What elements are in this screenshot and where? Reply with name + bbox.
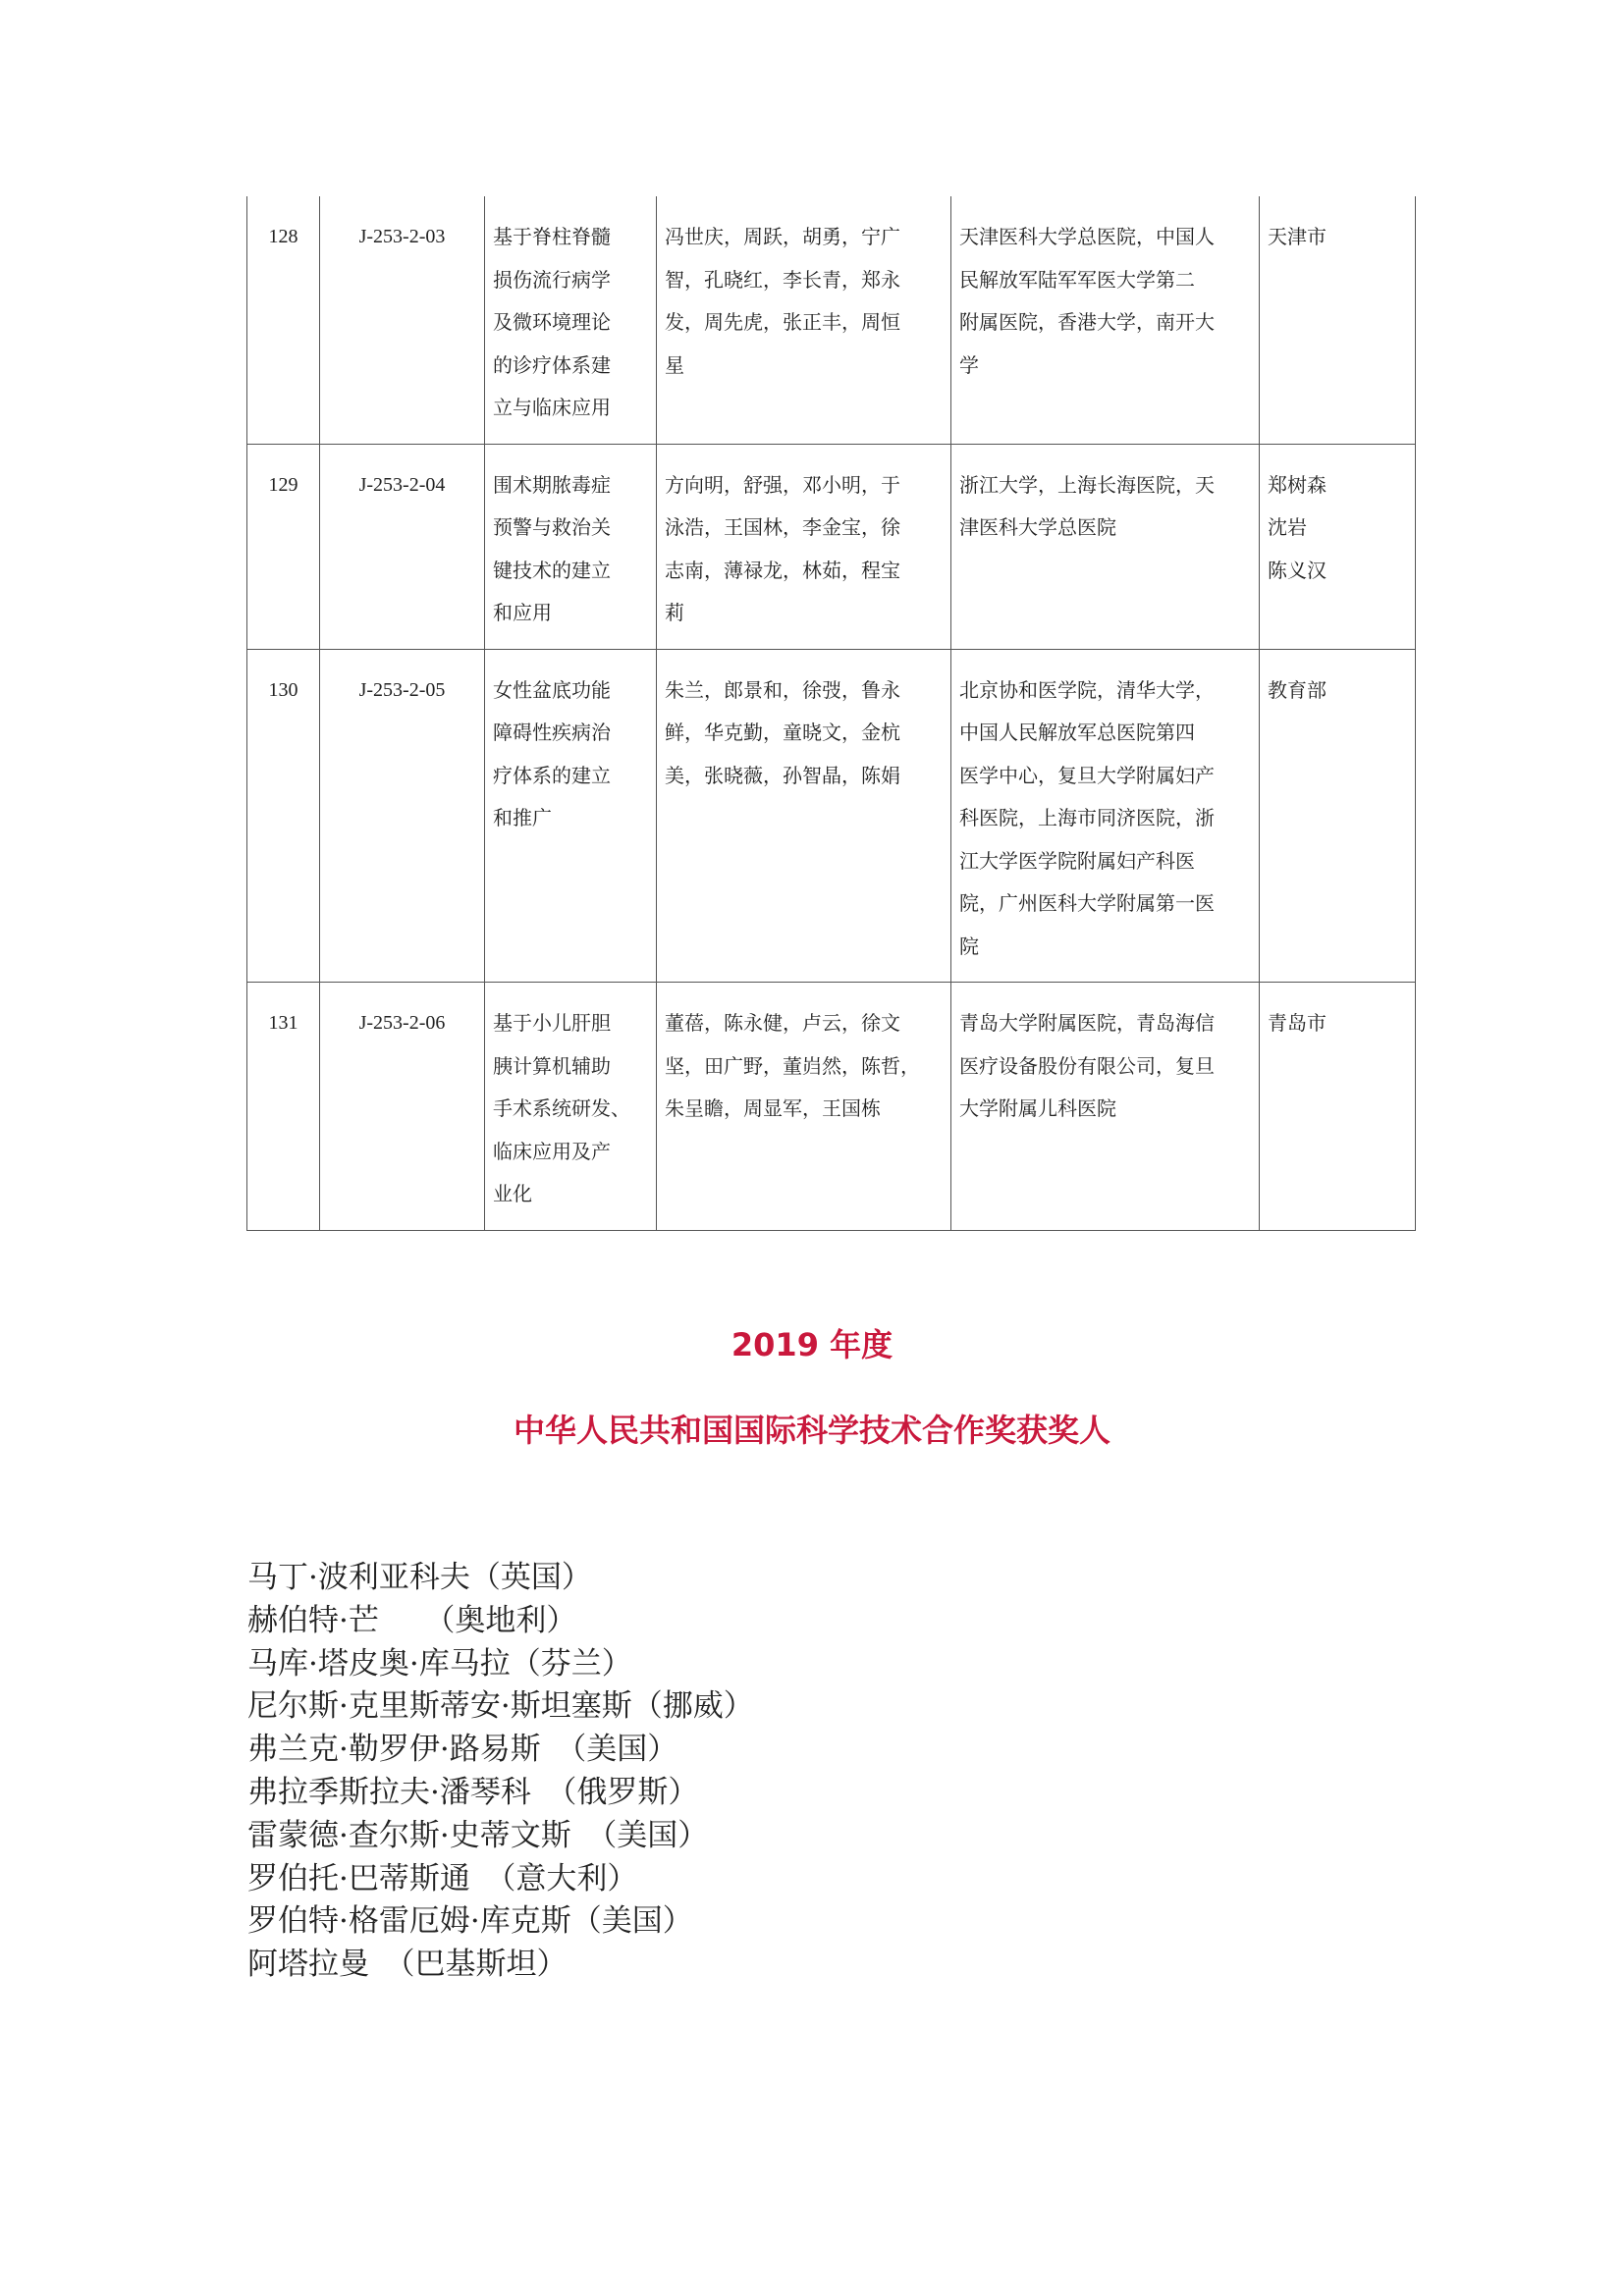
section-year-heading: 2019 年度 (731, 1326, 893, 1363)
main-contributors: 冯世庆，周跃，胡勇，宁广 智，孔晓红，李长青，郑永 发，周先虎，张正丰，周恒 星 (665, 225, 900, 377)
main-units: 浙江大学，上海长海医院，天 津医科大学总医院 (959, 472, 1215, 539)
table-row (247, 649, 1416, 983)
project-name: 女性盆底功能 障碍性疾病治 疗体系的建立 和推广 (493, 677, 611, 829)
nominator: 郑树森 沈岩 陈义汉 (1268, 472, 1326, 582)
list-item: 罗伯特·格雷厄姆·库克斯（美国） (247, 1903, 693, 1940)
award-table (246, 196, 1416, 1231)
table-row (247, 196, 1416, 444)
project-code: J-253-2-04 (320, 444, 485, 649)
list-item: 雷蒙德·查尔斯·史蒂文斯 （美国） (247, 1817, 709, 1853)
project-name: 基于脊柱脊髓 损伤流行病学 及微环境理论 的诊疗体系建 立与临床应用 (493, 225, 611, 419)
nominator: 青岛市 (1268, 1011, 1326, 1035)
list-item: 马库·塔皮奥·库马拉（芬兰） (247, 1645, 632, 1682)
main-contributors: 董蓓，陈永健，卢云，徐文 坚，田广野，董岿然，陈哲， 朱呈瞻，周显军，王国栋 (665, 1011, 920, 1120)
main-units: 北京协和医学院，清华大学， 中国人民解放军总医院第四 医学中心，复旦大学附属妇产 科医院，上海市同济医院，浙 江大学医学院附属妇产科医 院，广州医科大学附属第一医 院 (959, 677, 1215, 958)
list-item: 弗兰克·勒罗伊·路易斯 （美国） (247, 1732, 678, 1768)
table-row (247, 444, 1416, 649)
row-number: 131 (247, 983, 320, 1231)
table-row (247, 983, 1416, 1231)
nominator: 天津市 (1268, 225, 1326, 248)
nominator: 教育部 (1268, 677, 1326, 702)
award-table-body (247, 196, 1416, 1230)
main-units: 青岛大学附属医院，青岛海信 医疗设备股份有限公司，复旦 大学附属儿科医院 (959, 1011, 1215, 1120)
winner-list (247, 1557, 754, 1987)
project-code: J-253-2-03 (320, 196, 485, 444)
project-code: J-253-2-05 (320, 649, 485, 983)
row-number: 129 (247, 444, 320, 649)
project-code: J-253-2-06 (320, 983, 485, 1231)
project-name: 基于小儿肝胆 胰计算机辅助 手术系统研发、 临床应用及产 业化 (493, 1011, 630, 1205)
list-item: 罗伯托·巴蒂斯通 （意大利） (247, 1860, 638, 1896)
project-name: 围术期脓毒症 预警与救治关 键技术的建立 和应用 (493, 472, 611, 624)
main-contributors: 朱兰，郎景和，徐弢，鲁永 鲜，华克勤，童晓文，金杭 美，张晓薇，孙智晶，陈娟 (665, 677, 900, 787)
main-contributors: 方向明，舒强，邓小明，于 泳浩，王国林，李金宝，徐 志南，薄禄龙，林茹，程宝 莉 (665, 472, 900, 624)
list-item: 尼尔斯·克里斯蒂安·斯坦塞斯（挪威） (247, 1688, 754, 1725)
main-units: 天津医科大学总医院，中国人 民解放军陆军军医大学第二 附属医院，香港大学，南开大 学 (959, 225, 1215, 377)
row-number: 128 (247, 196, 320, 444)
list-item: 弗拉季斯拉夫·潘琴科 （俄罗斯） (247, 1774, 699, 1810)
list-item: 阿塔拉曼 （巴基斯坦） (247, 1947, 568, 1983)
row-number: 130 (247, 649, 320, 983)
list-item: 赫伯特·芒 （奥地利） (247, 1602, 577, 1638)
list-item: 马丁·波利亚科夫（英国） (247, 1560, 592, 1595)
section-title: 中华人民共和国国际科学技术合作奖获奖人 (513, 1412, 1110, 1449)
